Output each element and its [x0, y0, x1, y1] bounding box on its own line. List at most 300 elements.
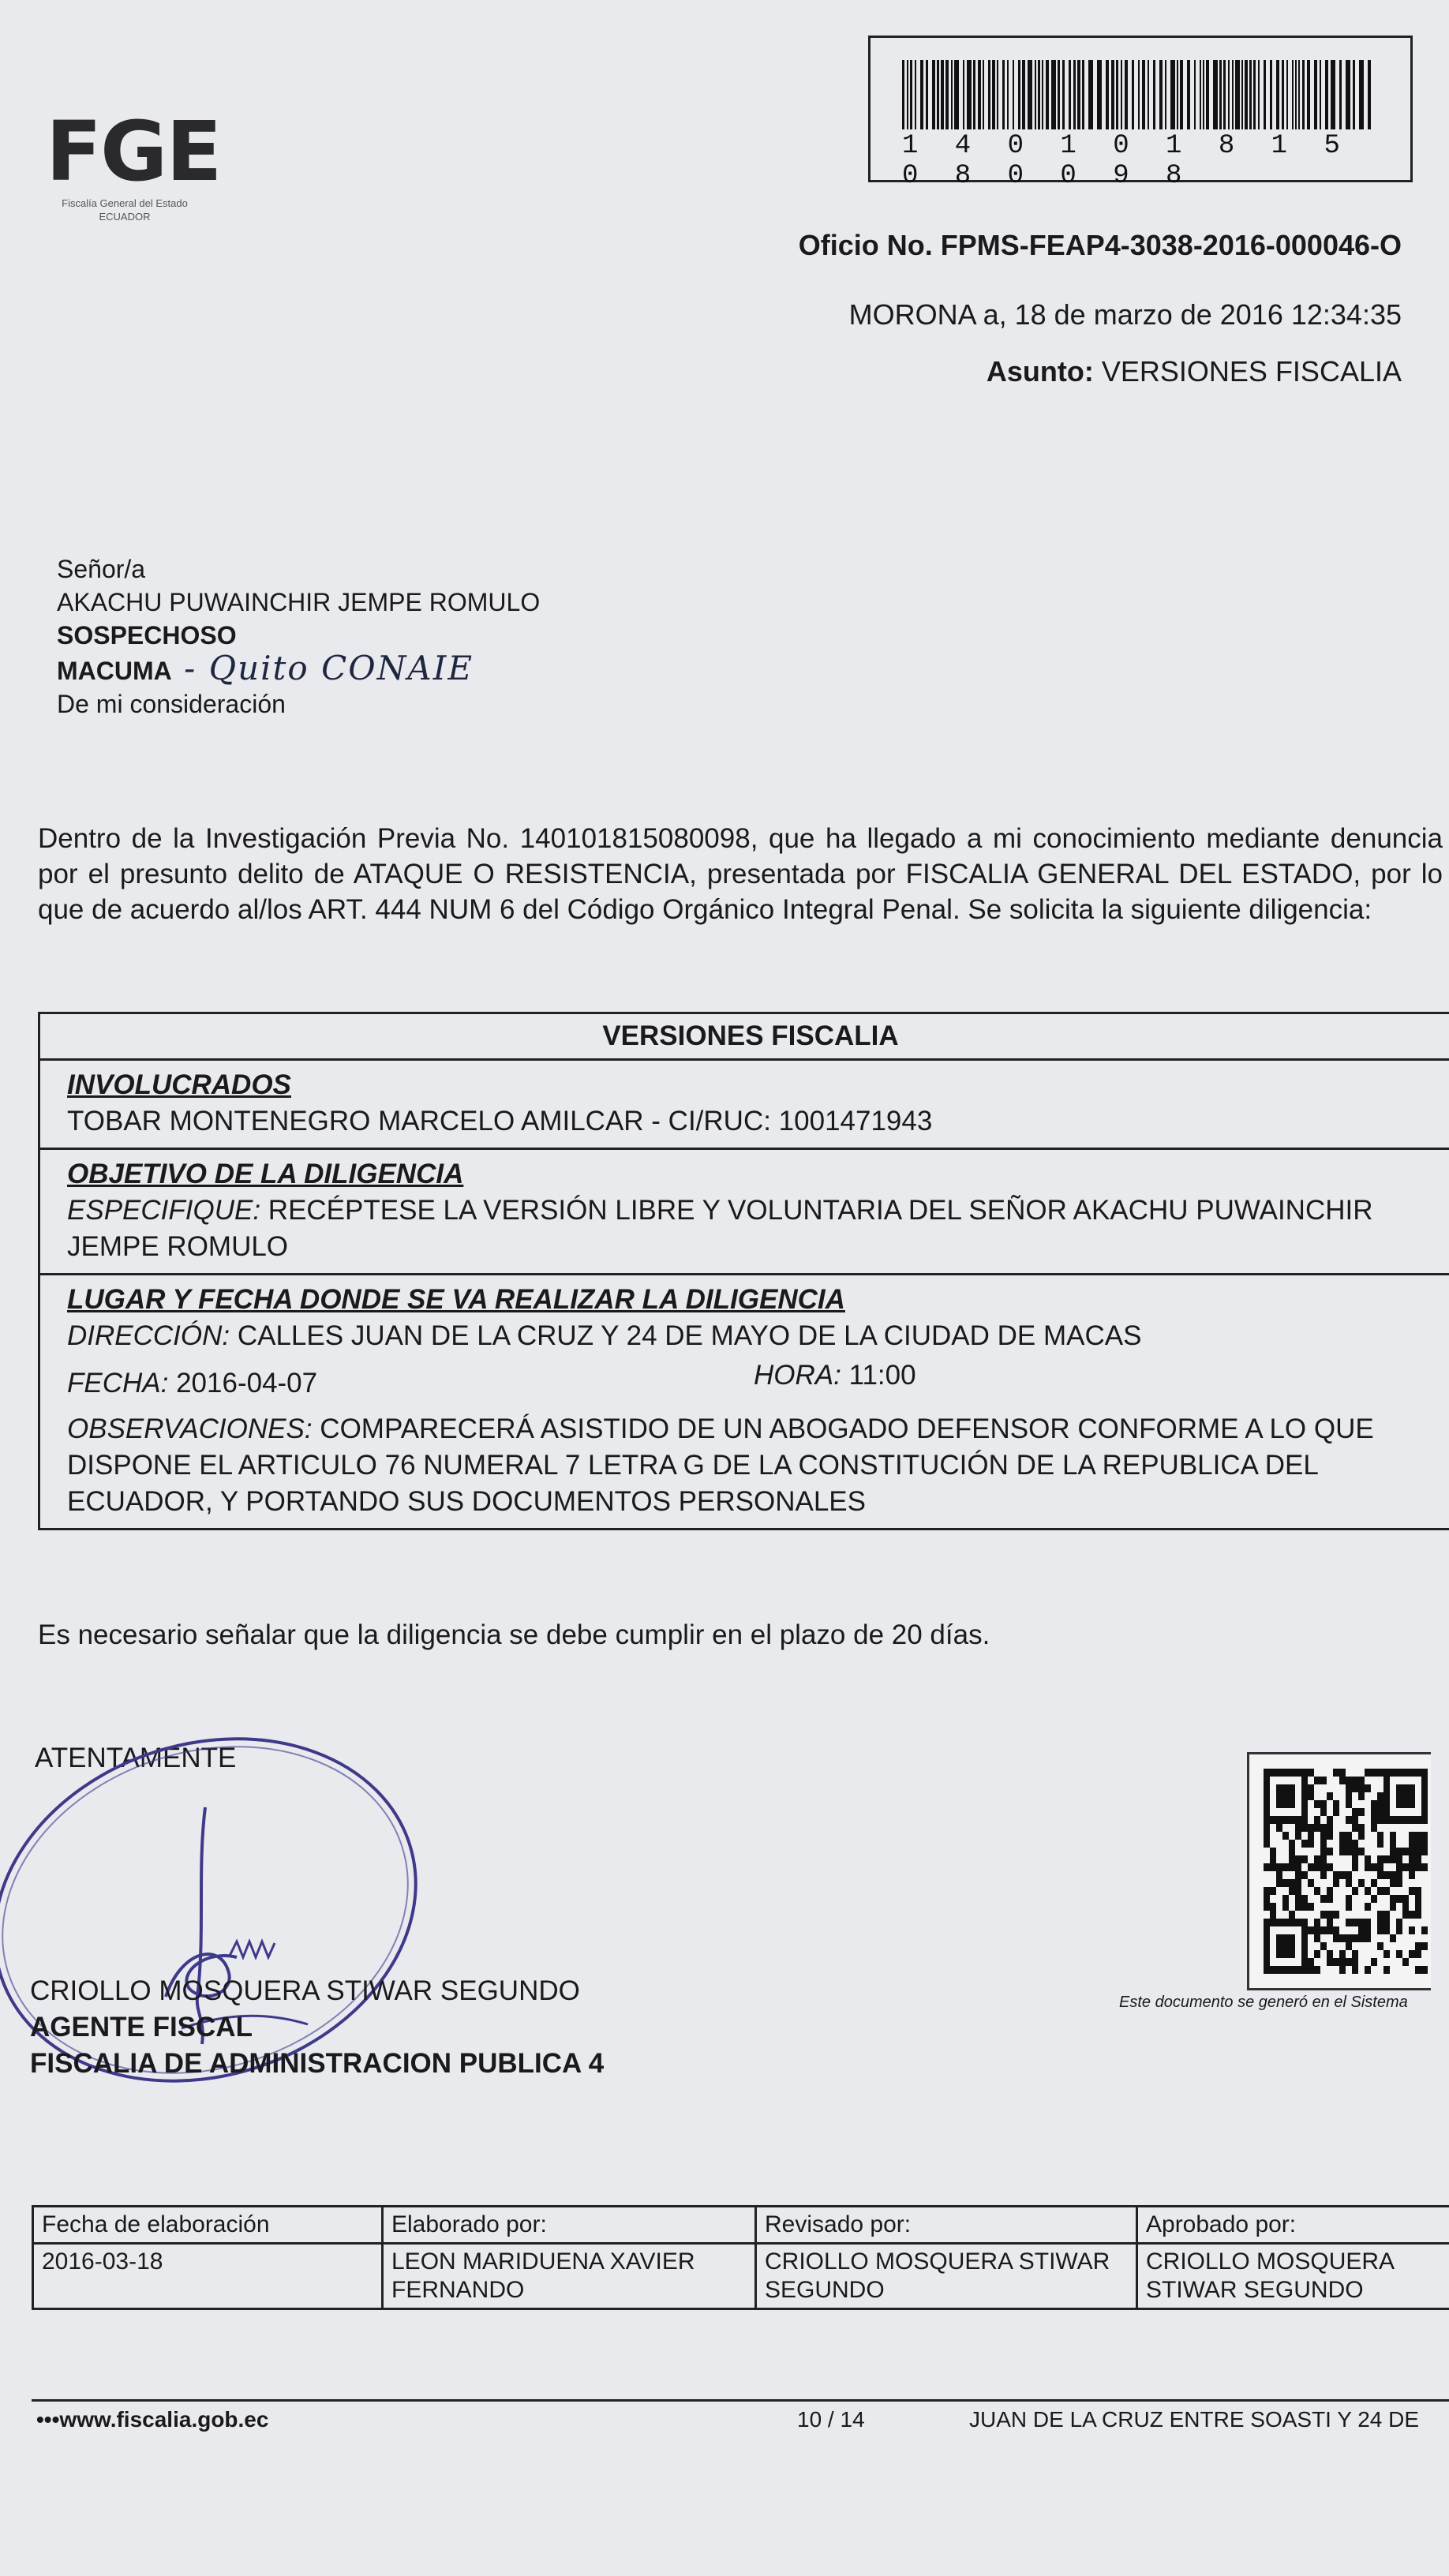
qr-module [1352, 1966, 1358, 1974]
qr-module [1390, 1895, 1396, 1903]
qr-module [1314, 1800, 1320, 1808]
qr-module [1320, 1863, 1327, 1871]
value-cell: 2016-03-18 [33, 2244, 383, 2309]
qr-module [1358, 1808, 1365, 1816]
qr-module [1409, 1848, 1415, 1855]
barcode-bar [1106, 60, 1109, 129]
qr-module [1314, 1950, 1320, 1958]
qr-module [1358, 1784, 1365, 1792]
qr-module [1415, 1863, 1421, 1871]
qr-module [1377, 1871, 1383, 1879]
qr-module [1346, 1848, 1352, 1855]
closing: ATENTAMENTE [35, 1743, 237, 1773]
qr-module [1352, 1863, 1358, 1871]
date-value: 2016-04-07 [168, 1368, 318, 1398]
qr-module [1301, 1895, 1308, 1903]
barcode-bar [1213, 60, 1218, 129]
qr-module [1409, 1855, 1415, 1863]
barcode-bar [907, 60, 908, 129]
qr-module [1314, 1887, 1320, 1895]
observations-value: COMPARECERÁ ASISTIDO DE UN ABOGADO DEFENSOR CONFORME A LO QUE DISPONE EL ARTICULO 76 NUMERAL 7 LETRA G DE LA CONSTITUCIÓN DE LA REPUBLICA DEL ECUADOR, Y PORTANDO SUS DOCUMENTOS PERSONALES [67, 1413, 1374, 1517]
qr-module [1358, 1792, 1365, 1800]
qr-module [1276, 1863, 1282, 1871]
value-cell: CRIOLLO MOSQUERA STIWAR SEGUNDO [756, 2244, 1137, 2309]
qr-module [1396, 1879, 1402, 1887]
qr-module [1295, 1871, 1301, 1879]
qr-module [1365, 1863, 1371, 1871]
qr-module [1358, 1926, 1365, 1934]
approval-table-row [33, 2244, 1449, 2309]
qr-module [1377, 1808, 1383, 1816]
qr-module [1314, 1966, 1320, 1974]
addressee-name: AKACHU PUWAINCHIR JEMPE ROMULO [57, 588, 541, 616]
qr-module [1295, 1832, 1301, 1840]
barcode-number: 1 4 0 1 0 1 8 1 5 0 8 0 0 9 8 [902, 131, 1350, 191]
barcode-bar [1132, 60, 1134, 129]
qr-module [1365, 1926, 1371, 1934]
specify-line [67, 1193, 1434, 1265]
qr-module [1346, 1792, 1352, 1800]
qr-module [1333, 1808, 1339, 1816]
qr-module [1308, 1784, 1314, 1792]
qr-module [1295, 1895, 1301, 1903]
qr-module [1333, 1769, 1339, 1777]
barcode-bar [1018, 60, 1020, 129]
qr-module [1377, 1816, 1383, 1824]
qr-module [1402, 1911, 1409, 1919]
subject-value: VERSIONES FISCALIA [1093, 355, 1402, 388]
barcode-bar [1258, 60, 1260, 129]
barcode-bar [988, 60, 990, 129]
barcode-bar [1051, 60, 1056, 129]
qr-module [1390, 1840, 1396, 1848]
qr-module [1327, 1863, 1333, 1871]
barcode-bar [1276, 60, 1279, 129]
qr-module [1346, 1784, 1352, 1792]
qr-module [1352, 1784, 1358, 1792]
header-cell: Revisado por: [756, 2207, 1137, 2244]
barcode-bar [1177, 60, 1178, 129]
qr-module [1308, 1966, 1314, 1974]
approval-table [32, 2205, 1449, 2310]
subject-label: Asunto: [986, 355, 1094, 388]
barcode-bar [1142, 60, 1145, 129]
qr-module [1421, 1863, 1428, 1871]
qr-module [1314, 1926, 1320, 1934]
time-label: HORA: [754, 1360, 841, 1391]
qr-module [1358, 1934, 1365, 1942]
qr-module [1415, 1903, 1421, 1911]
qr-module [1415, 1832, 1421, 1840]
qr-module [1320, 1911, 1327, 1919]
qr-module [1421, 1832, 1428, 1840]
barcode-bar [1253, 60, 1256, 129]
deadline-note: Es necesario señalar que la diligencia se debe cumplir en el plazo de 20 días. [38, 1619, 990, 1650]
qr-module [1396, 1863, 1402, 1871]
qr-module [1402, 1848, 1409, 1855]
qr-module [1314, 1824, 1320, 1832]
qr-module [1390, 1934, 1396, 1942]
qr-module [1402, 1958, 1409, 1966]
qr-module [1308, 1769, 1314, 1777]
qr-module [1327, 1895, 1333, 1903]
qr-module [1339, 1950, 1346, 1958]
qr-module [1371, 1958, 1377, 1966]
qr-module [1352, 1816, 1358, 1824]
barcode-bar [954, 60, 959, 129]
barcode-bar [902, 60, 904, 129]
qr-module [1301, 1840, 1308, 1848]
qr-module [1264, 1863, 1270, 1871]
barcode-bar [1194, 60, 1196, 129]
barcode-bar [1320, 60, 1321, 129]
qr-module [1320, 1832, 1327, 1840]
qr-module [1308, 1879, 1314, 1887]
barcode-bar [1298, 60, 1300, 129]
qr-module [1320, 1926, 1327, 1934]
qr-module [1320, 1895, 1327, 1903]
qr-module [1327, 1816, 1333, 1824]
qr-module [1421, 1848, 1428, 1855]
handwritten-note: - Quito CONAIE [171, 649, 474, 687]
qr-module [1377, 1911, 1383, 1919]
qr-module [1264, 1903, 1270, 1911]
qr-module [1383, 1871, 1390, 1879]
barcode-bar [1339, 60, 1342, 129]
diligence-table [38, 1012, 1449, 1530]
barcode-bar [1241, 60, 1243, 129]
barcode-bars [902, 60, 1376, 129]
barcode-bar [1038, 60, 1040, 129]
qr-module [1421, 1966, 1428, 1974]
qr-module [1320, 1855, 1327, 1863]
footer-website: •••www.fiscalia.gob.ec [36, 2407, 269, 2432]
barcode-bar [1028, 60, 1032, 129]
qr-module [1402, 1895, 1409, 1903]
qr-module [1346, 1871, 1352, 1879]
qr-module [1346, 1832, 1352, 1840]
qr-module [1409, 1871, 1415, 1879]
qr-module [1320, 1840, 1327, 1848]
qr-module [1377, 1919, 1383, 1926]
qr-module [1396, 1919, 1402, 1926]
barcode-bar [1121, 60, 1122, 129]
qr-module [1314, 1855, 1320, 1863]
barcode-bar [1368, 60, 1371, 129]
qr-module [1320, 1777, 1327, 1784]
qr-module [1264, 1832, 1270, 1840]
barcode-bar [926, 60, 928, 129]
qr-module [1365, 1903, 1371, 1911]
qr-module [1352, 1958, 1358, 1966]
value-cell: LEON MARIDUENA XAVIER FERNANDO [383, 2244, 756, 2309]
qr-module [1365, 1855, 1371, 1863]
qr-module [1415, 1840, 1421, 1848]
barcode-bar [1007, 60, 1009, 129]
address-label: DIRECCIÓN: [67, 1320, 230, 1351]
qr-module [1295, 1887, 1301, 1895]
qr-module [1339, 1871, 1346, 1879]
qr-module [1383, 1950, 1390, 1958]
qr-module [1358, 1777, 1365, 1784]
qr-module [1352, 1855, 1358, 1863]
barcode-bar [937, 60, 939, 129]
qr-module [1295, 1824, 1301, 1832]
qr-module [1327, 1832, 1333, 1840]
signer-title: AGENTE FISCAL [30, 2012, 253, 2042]
barcode-bar [1097, 60, 1102, 129]
qr-module [1377, 1926, 1383, 1934]
signer-office: FISCALIA DE ADMINISTRACION PUBLICA 4 [30, 2048, 605, 2079]
qr-module [1295, 1903, 1301, 1911]
qr-module [1371, 1824, 1377, 1832]
qr-module [1327, 1911, 1333, 1919]
barcode-bar [1245, 60, 1248, 129]
addressee-block [57, 552, 540, 721]
qr-module [1346, 1879, 1352, 1887]
qr-module [1270, 1855, 1276, 1863]
qr-module [1415, 1942, 1421, 1950]
oficio-number: Oficio No. FPMS-FEAP4-3038-2016-000046-O [798, 229, 1402, 261]
qr-module [1320, 1824, 1327, 1832]
greeting: De mi consideración [57, 690, 286, 718]
addressee-role: SOSPECHOSO [57, 621, 237, 650]
qr-module [1358, 1879, 1365, 1887]
involved-value: TOBAR MONTENEGRO MARCELO AMILCAR - CI/RUC: 1001471943 [67, 1106, 933, 1136]
qr-module [1396, 1855, 1402, 1863]
qr-module [1264, 1824, 1270, 1832]
qr-module [1276, 1879, 1282, 1887]
logo-subtitle: Fiscalía General del Estado ECUADOR [62, 197, 188, 223]
qr-module [1264, 1895, 1270, 1903]
qr-module [1289, 1887, 1295, 1895]
qr-module [1415, 1887, 1421, 1895]
qr-module [1358, 1824, 1365, 1832]
qr-module [1308, 1926, 1314, 1934]
barcode-bar [1331, 60, 1335, 129]
barcode-bar [1180, 60, 1183, 129]
involved-title: INVOLUCRADOS [67, 1069, 291, 1100]
qr-module [1346, 1777, 1352, 1784]
qr-module [1308, 1863, 1314, 1871]
qr-module [1339, 1966, 1346, 1974]
barcode-bar [1302, 60, 1305, 129]
qr-module [1327, 1950, 1333, 1958]
logo-text: FGE [46, 103, 221, 200]
barcode-bar [1077, 60, 1080, 129]
place-date-section [40, 1275, 1449, 1528]
barcode-bar [1228, 60, 1230, 129]
barcode-bar [1138, 60, 1140, 129]
qr-module [1339, 1848, 1346, 1855]
qr-module [1339, 1777, 1346, 1784]
qr-module [1346, 1919, 1352, 1926]
barcode-bar [983, 60, 984, 129]
qr-module [1365, 1919, 1371, 1926]
qr-caption: Este documento se generó en el Sistema [1119, 1994, 1408, 2011]
barcode-bar [1264, 60, 1266, 129]
qr-module [1308, 1958, 1314, 1966]
qr-module [1270, 1911, 1276, 1919]
qr-module [1314, 1919, 1320, 1926]
qr-module [1346, 1895, 1352, 1903]
barcode-bar [915, 60, 916, 129]
barcode-bar [973, 60, 975, 129]
qr-module [1377, 1769, 1383, 1777]
qr-module [1396, 1926, 1402, 1934]
qr-module [1352, 1840, 1358, 1848]
qr-module [1358, 1919, 1365, 1926]
value-cell: CRIOLLO MOSQUERA STIWAR SEGUNDO [1137, 2244, 1449, 2309]
qr-module [1402, 1863, 1409, 1871]
salutation: Señor/a [57, 555, 146, 583]
qr-module [1333, 1934, 1339, 1942]
qr-module [1339, 1958, 1346, 1966]
addressee-place: MACUMA [57, 657, 172, 685]
qr-module [1320, 1800, 1327, 1808]
qr-module [1415, 1855, 1421, 1863]
qr-module [1409, 1926, 1415, 1934]
qr-module [1365, 1887, 1371, 1895]
qr-module [1377, 1800, 1383, 1808]
qr-module [1371, 1769, 1377, 1777]
barcode-bar [1200, 60, 1201, 129]
qr-module [1415, 1895, 1421, 1903]
barcode-bar [978, 60, 981, 129]
qr-module [1264, 1887, 1270, 1895]
qr-module [1402, 1903, 1409, 1911]
barcode-bar [910, 60, 912, 129]
barcode-bar [1235, 60, 1240, 129]
qr-module [1377, 1863, 1383, 1871]
qr-module [1327, 1919, 1333, 1926]
qr-module [1314, 1777, 1320, 1784]
qr-module [1327, 1887, 1333, 1895]
place-date: MORONA a, 18 de marzo de 2016 12:34:35 [848, 298, 1402, 331]
qr-module [1365, 1934, 1371, 1942]
qr-code [1247, 1752, 1431, 1990]
qr-module [1327, 1958, 1333, 1966]
qr-module [1371, 1808, 1377, 1816]
qr-module [1377, 1792, 1383, 1800]
qr-module [1276, 1784, 1295, 1808]
qr-module [1308, 1840, 1314, 1848]
qr-module [1282, 1895, 1289, 1903]
barcode-bar [1035, 60, 1036, 129]
qr-module [1383, 1966, 1390, 1974]
qr-module [1264, 1840, 1270, 1848]
place-date-title: LUGAR Y FECHA DONDE SE VA REALIZAR LA DILIGENCIA [67, 1284, 845, 1315]
qr-module [1346, 1958, 1352, 1966]
qr-module [1276, 1871, 1282, 1879]
qr-module [1327, 1792, 1333, 1800]
qr-module [1308, 1792, 1314, 1800]
qr-module [1320, 1871, 1327, 1879]
qr-module [1339, 1832, 1346, 1840]
qr-module [1346, 1934, 1352, 1942]
qr-module [1352, 1919, 1358, 1926]
barcode-bar [1042, 60, 1043, 129]
barcode-bar [945, 60, 949, 129]
observations-label: OBSERVACIONES: [67, 1413, 313, 1444]
barcode-bar [1116, 60, 1118, 129]
qr-module [1390, 1848, 1396, 1855]
qr-module [1421, 1926, 1428, 1934]
barcode-bar [1232, 60, 1234, 129]
barcode-bar [1153, 60, 1155, 129]
qr-module [1276, 1934, 1295, 1958]
specify-label: ESPECIFIQUE: [67, 1195, 261, 1226]
specify-value: RECÉPTESE LA VERSIÓN LIBRE Y VOLUNTARIA DEL SEÑOR AKACHU PUWAINCHIR JEMPE ROMULO [67, 1195, 1373, 1262]
qr-module [1371, 1816, 1377, 1824]
barcode-bar [1062, 60, 1065, 129]
qr-module [1333, 1879, 1339, 1887]
involved-section [40, 1061, 1449, 1150]
qr-module [1289, 1863, 1295, 1871]
subject [987, 355, 1402, 388]
qr-module [1308, 1824, 1314, 1832]
qr-module [1327, 1848, 1333, 1855]
barcode-bar [967, 60, 972, 129]
qr-module [1308, 1903, 1314, 1911]
qr-module [1314, 1863, 1320, 1871]
qr-module [1377, 1832, 1383, 1840]
qr-module [1396, 1784, 1415, 1808]
barcode-bar [1203, 60, 1204, 129]
qr-module [1415, 1911, 1421, 1919]
qr-module [1333, 1871, 1339, 1879]
qr-module [1339, 1840, 1346, 1848]
qr-module [1339, 1934, 1346, 1942]
qr-module [1409, 1887, 1415, 1895]
qr-module [1314, 1816, 1320, 1824]
barcode-bar [941, 60, 944, 129]
qr-module [1308, 1832, 1314, 1840]
qr-module [1333, 1958, 1339, 1966]
barcode-bar [963, 60, 964, 129]
qr-module [1352, 1887, 1358, 1895]
qr-module [1301, 1824, 1308, 1832]
qr-module [1289, 1840, 1295, 1848]
qr-module [1327, 1824, 1333, 1832]
observations-line [67, 1411, 1434, 1520]
address-value: CALLES JUAN DE LA CRUZ Y 24 DE MAYO DE LA CIUDAD DE MACAS [230, 1320, 1142, 1351]
qr-module [1409, 1840, 1415, 1848]
qr-module [1270, 1903, 1276, 1911]
barcode-bar [1206, 60, 1209, 129]
qr-module [1365, 1769, 1371, 1777]
barcode [868, 36, 1413, 191]
barcode-bar [920, 60, 923, 129]
qr-module [1377, 1942, 1383, 1950]
qr-module [1365, 1784, 1371, 1792]
header-cell: Elaborado por: [383, 2207, 756, 2244]
qr-module [1377, 1887, 1383, 1895]
qr-module [1390, 1879, 1396, 1887]
qr-module [1282, 1832, 1289, 1840]
barcode-bar [1013, 60, 1014, 129]
qr-module [1289, 1855, 1295, 1863]
qr-module [1346, 1816, 1352, 1824]
qr-module [1396, 1871, 1402, 1879]
barcode-bar [1058, 60, 1060, 129]
barcode-bar [1353, 60, 1355, 129]
qr-module [1383, 1887, 1390, 1895]
barcode-bar [1359, 60, 1364, 129]
barcode-bar [992, 60, 995, 129]
qr-module [1346, 1840, 1352, 1848]
qr-module [1282, 1879, 1289, 1887]
